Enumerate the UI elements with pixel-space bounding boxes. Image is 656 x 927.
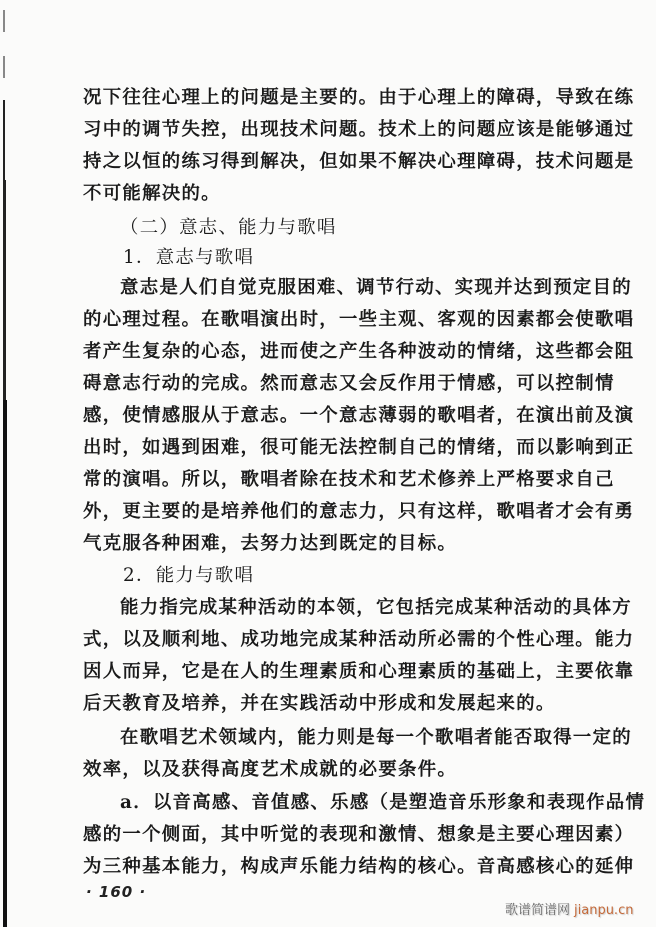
paragraph-line: 碍意志行动的完成。然而意志又会反作用于情感，可以控制情 (83, 373, 615, 394)
section-heading: （二）意志、能力与歌唱 (120, 217, 337, 238)
paragraph-line: 式，以及顺利地、成功地完成某种活动所必需的个性心理。能力 (83, 629, 635, 650)
watermark-site-name: 歌谱简谱网 (505, 903, 571, 918)
page-number: · 160 · (86, 883, 147, 901)
paragraph-line: 后天教育及培养，并在实践活动中形成和发展起来的。 (83, 693, 556, 714)
paragraph-line: 效率，以及获得高度艺术成就的必要条件。 (83, 759, 458, 780)
paragraph-line: 不可能解决的。 (83, 183, 221, 204)
paragraph-line: 的心理过程。在歌唱演出时，一些主观、客观的因素都会使歌唱 (83, 309, 635, 330)
paragraph-line: 外，更主要的是培养他们的意志力，只有这样，歌唱者才会有勇 (83, 501, 635, 522)
paragraph-line: 在歌唱艺术领域内，能力则是每一个歌唱者能否取得一定的 (120, 727, 632, 748)
paragraph-line: 能力指完成某种活动的本领，它包括完成某种活动的具体方 (120, 597, 632, 618)
subsection-heading-ability: 2．能力与歌唱 (123, 565, 255, 586)
paragraph-line: 气克服各种困难，去努力达到既定的目标。 (83, 533, 458, 554)
paragraph-line: 为三种基本能力，构成声乐能力结构的核心。音高感核心的延伸 (83, 856, 635, 877)
paragraph-line: 感，使情感服从于意志。一个意志薄弱的歌唱者，在演出前及演 (83, 405, 635, 426)
paragraph-line: 出时，如遇到困难，很可能无法控制自己的情绪，而以影响到正 (83, 437, 635, 458)
paragraph-line: 意志是人们自觉克服困难、调节行动、实现并达到预定目的 (120, 277, 632, 298)
paragraph-line: 况下往往心理上的问题是主要的。由于心理上的障碍，导致在练 (83, 87, 635, 108)
paragraph-line: a．以音高感、音值感、乐感（是塑造音乐形象和表现作品情 (120, 792, 646, 813)
paragraph-line: 持之以恒的练习得到解决，但如果不解决心理障碍，技术问题是 (83, 151, 635, 172)
paragraph-line: 者产生复杂的心态，进而使之产生各种波动的情绪，这些都会阻 (83, 341, 635, 362)
watermark-url: jianpu.cn (574, 903, 634, 918)
paragraph-line: 因人而异，它是在人的生理素质和心理素质的基础上，主要依靠 (83, 661, 635, 682)
scan-binding-edge (0, 0, 14, 927)
paragraph-line: 习中的调节失控，出现技术问题。技术上的问题应该是能够通过 (83, 119, 635, 140)
subsection-heading-will: 1．意志与歌唱 (123, 247, 255, 268)
paragraph-line: 常的演唱。所以，歌唱者除在技术和艺术修养上严格要求自己 (83, 469, 615, 490)
watermark (505, 899, 633, 918)
paragraph-line: 感的一个侧面，其中听觉的表现和激情、想象是主要心理因素） (83, 824, 635, 845)
